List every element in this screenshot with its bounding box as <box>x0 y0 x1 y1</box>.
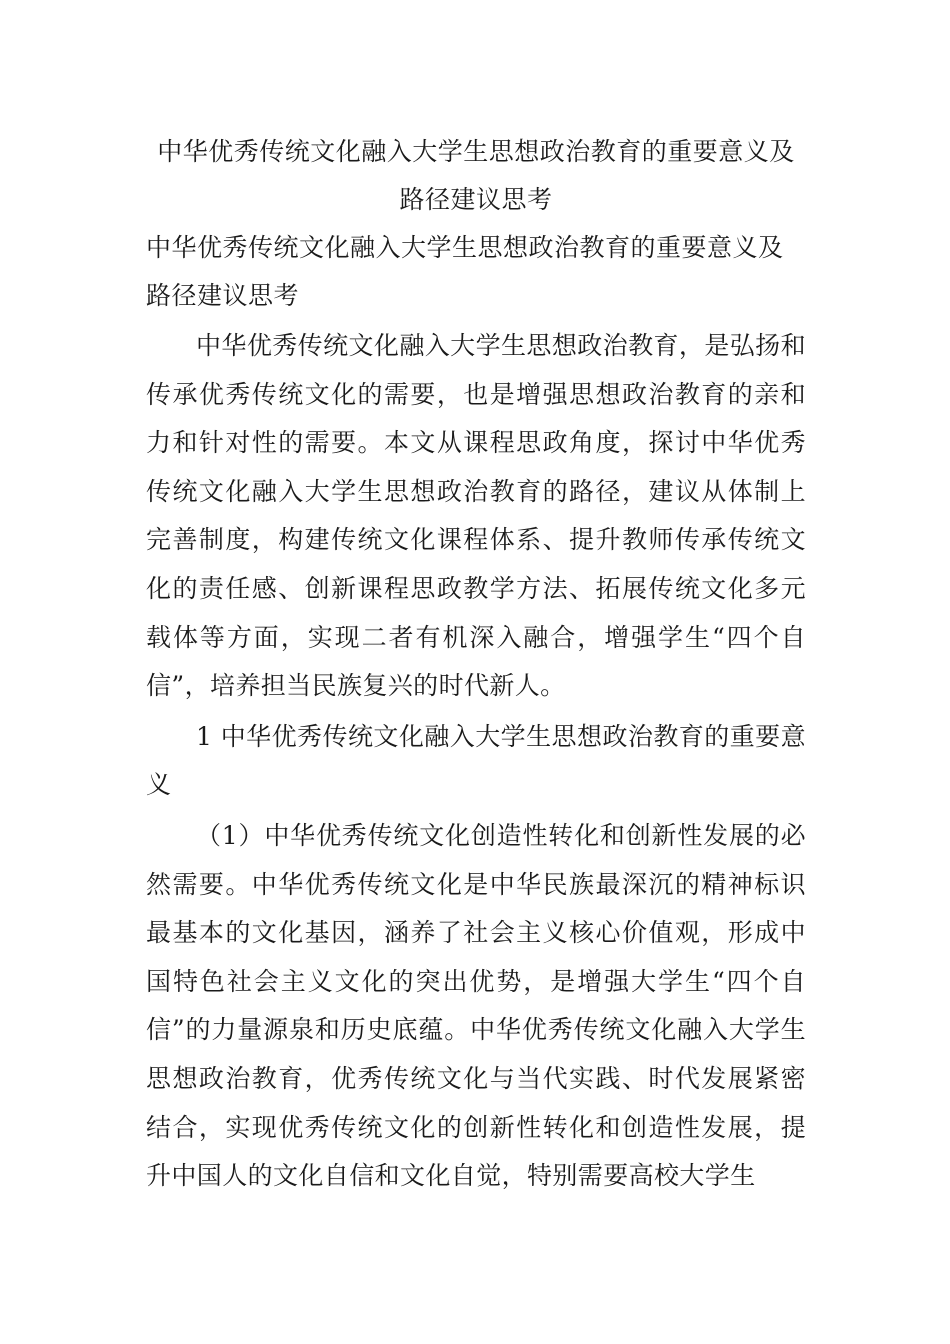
section-heading: 1 中华优秀传统文化融入大学生思想政治教育的重要意义 <box>146 721 806 800</box>
document-page <box>146 128 806 1201</box>
title-line-2: 路径建议思考 <box>399 185 553 214</box>
abstract-paragraph: 中华优秀传统文化融入大学生思想政治教育，是弘扬和传承优秀传统文化的需要，也是增强思想政治教育的亲和力和针对性的需要。本文从课程思政角度，探讨中华优秀传统文化融入大学生思想政治教育的路径，建议从体制上完善制度，构建传统文化课程体系、提升教师传承传统文化的责任感、创新课程思政教学方法、拓展传统文化多元载体等方面，实现二者有机深入融合，增强学生“四个自信”，培养担当民族复兴的时代新人。 <box>146 331 806 701</box>
document-subtitle <box>146 224 806 320</box>
document-title <box>126 128 826 224</box>
subtitle-line-2: 路径建议思考 <box>146 281 300 310</box>
subtitle-line-1: 中华优秀传统文化融入大学生思想政治教育的重要意义及 <box>146 233 784 262</box>
title-line-1: 中华优秀传统文化融入大学生思想政治教育的重要意义及 <box>157 137 795 166</box>
body-paragraph: （1）中华优秀传统文化创造性转化和创新性发展的必然需要。中华优秀传统文化是中华民族最深沉的精神标识最基本的文化基因，涵养了社会主义核心价值观，形成中国特色社会主义文化的突出优势，是增强大学生“四个自信”的力量源泉和历史底蕴。中华优秀传统文化融入大学生思想政治教育，优秀传统文化与当代实践、时代发展紧密结合，实现优秀传统文化的创新性转化和创造性发展，提升中国人的文化自信和文化自觉，特别需要高校大学生 <box>146 820 806 1191</box>
